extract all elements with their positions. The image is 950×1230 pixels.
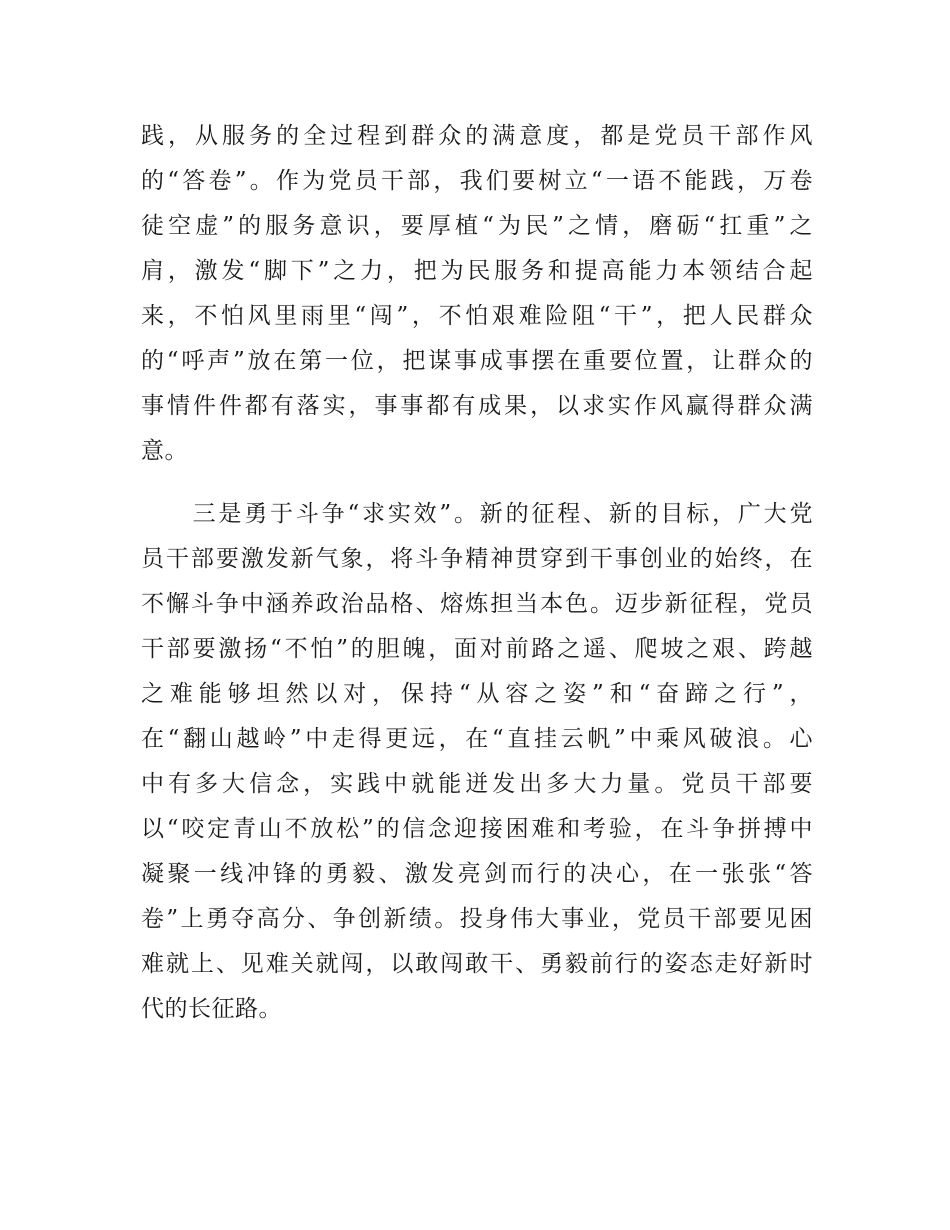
text-line: 干部要激扬“不怕”的胆魄，面对前路之遥、爬坡之艰、跨越 bbox=[141, 636, 813, 662]
text-line: 徒空虚”的服务意识，要厚植“为民”之情，磨砺“扛重”之 bbox=[141, 213, 813, 239]
text-line: 以“咬定青山不放松”的信念迎接困难和考验，在斗争拼搏中 bbox=[141, 816, 813, 842]
text-line: 员干部要激发新气象，将斗争精神贯穿到干事创业的始终，在 bbox=[141, 546, 813, 572]
text-line: 难就上、见难关就闯，以敢闯敢干、勇毅前行的姿态走好新时 bbox=[141, 951, 813, 977]
text-line: 不懈斗争中涵养政治品格、熔炼担当本色。迈步新征程，党员 bbox=[141, 591, 813, 617]
text-line: 卷”上勇夺高分、争创新绩。投身伟大事业，党员干部要见困 bbox=[141, 906, 813, 932]
text-line: 来，不怕风里雨里“闯”，不怕艰难险阻“干”，把人民群众 bbox=[141, 303, 813, 329]
text-line: 之难能够坦然以对，保持“从容之姿”和“奋蹄之行”， bbox=[141, 681, 813, 707]
text-line: 肩，激发“脚下”之力，把为民服务和提高能力本领结合起 bbox=[141, 258, 813, 284]
text-line: 践，从服务的全过程到群众的满意度，都是党员干部作风 bbox=[141, 123, 813, 149]
text-line: 代的长征路。 bbox=[141, 996, 282, 1022]
text-line: 的“答卷”。作为党员干部，我们要树立“一语不能践，万卷 bbox=[141, 168, 813, 194]
text-line: 的“呼声”放在第一位，把谋事成事摆在重要位置，让群众的 bbox=[141, 348, 813, 374]
text-line: 凝聚一线冲锋的勇毅、激发亮剑而行的决心，在一张张“答 bbox=[141, 861, 813, 887]
text-line: 中有多大信念，实践中就能迸发出多大力量。党员干部要 bbox=[141, 771, 813, 797]
document-body bbox=[141, 114, 813, 1032]
text-line: 事情件件都有落实，事事都有成果，以求实作风赢得群众满 bbox=[141, 393, 813, 419]
text-line: 意。 bbox=[141, 438, 188, 464]
paragraph-1 bbox=[141, 114, 813, 474]
paragraph-2 bbox=[141, 492, 813, 1032]
text-line: 在“翻山越岭”中走得更远，在“直挂云帆”中乘风破浪。心 bbox=[141, 726, 813, 752]
text-line: 三是勇于斗争“求实效”。新的征程、新的目标，广大党 bbox=[141, 501, 813, 527]
paragraph-gap bbox=[141, 474, 813, 492]
